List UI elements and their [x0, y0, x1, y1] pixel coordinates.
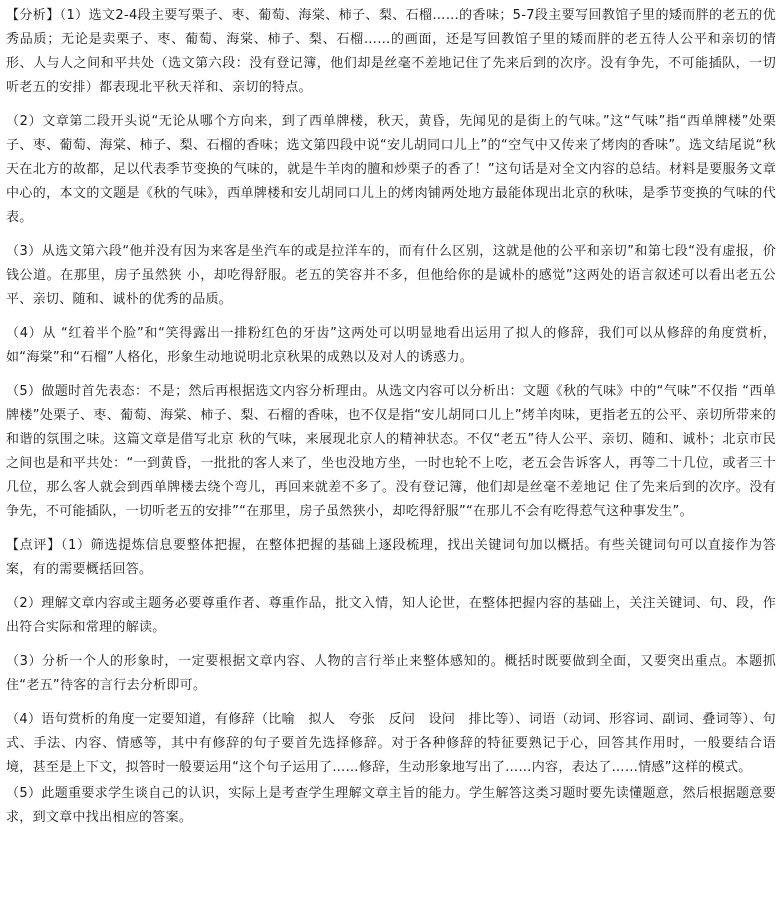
review-paragraph-5: （5）此题重要求学生谈自己的认识，实际上是考查学生理解文章主旨的能力。学生解答这类习题时要先读懂题意，然后根据题意要求，到文章中找出相应的答案。	[6, 786, 776, 825]
analysis-paragraph-2: （2）文章第二段开头说“无论从哪个方向来，到了西单牌楼，秋天，黄昏，先闻见的是街上的气味。”这“气味”指“西单牌楼”处栗子、枣、葡萄、海棠、柿子、梨、石榴的香味；选文第四段中说“安儿胡同口儿上”的“空气中又传来了烤肉的香味”。选文结尾说“秋天在北方的故都，足以代表季节变换的气味的，就是牛羊肉的膻和炒栗子的香了！”这句话是对全文内容的总结。材料是要服务文章中心的，本文的文题是《秋的气味》，西单牌楼和安儿胡同口儿上的烤肉铺两处地方最能体现出北京的秋味，是季节变换的气味的代表。	[6, 114, 776, 225]
analysis-paragraph-1: 【分析】（1）选文2-4段主要写栗子、枣、葡萄、海棠、柿子、梨、石榴……的香味；5-7段主要写回教馆子里的矮而胖的老五的优秀品质；无论是卖栗子、枣、葡萄、海棠、柿子、梨、石榴……的画面，还是写回教馆子里的矮而胖的老五待人公平和亲切的情形、人与人之间和平共处（选文第六段：没有登记簿，他们却是丝毫不差地记住了先来后到的次序。没有争先，不可能插队，一切听老五的安排）都表现北平秋天祥和、亲切的特点。	[6, 8, 776, 95]
review-paragraph-1: 【点评】（1）筛选提炼信息要整体把握，在整体把握的基础上逐段梳理，找出关键词句加以概括。有些关键词句可以直接作为答案，有的需要概括回答。	[6, 538, 776, 577]
review-paragraph-2: （2）理解文章内容或主题务必要尊重作者、尊重作品，批文入情，知人论世，在整体把握内容的基础上，关注关键词、句、段，作出符合实际和常理的解读。	[6, 596, 776, 635]
review-paragraph-4: （4）语句赏析的角度一定要知道，有修辞（比喻 拟人 夸张 反问 设问 排比等）、词语（动词、形容词、副词、叠词等）、句式、手法、内容、情感等，其中有修辞的句子要首先选择修辞。对于各种修辞的特征要熟记于心，回答其作用时，一般要结合语境，甚至是上下文，拟答时一般要运用“这个句子运用了……修辞，生动形象地写出了……内容，表达了……情感”这样的模式。	[6, 712, 776, 775]
review-paragraph-3: （3）分析一个人的形象时，一定要根据文章内容、人物的言行举止来整体感知的。概括时既要做到全面，又要突出重点。本题抓住“老五”待客的言行去分析即可。	[6, 654, 776, 693]
analysis-paragraph-3: （3）从选文第六段“他并没有因为来客是坐汽车的或是拉洋车的，而有什么区别，这就是他的公平和亲切”和第七段“没有虚报，价钱公道。在那里，房子虽然狭 小，却吃得舒服。老五的笑容并不多，但他给你的是诚朴的感觉”这两处的语言叙述可以看出老五公平、亲切、随和、诚朴的优秀的品质。	[6, 244, 776, 307]
analysis-paragraph-5: （5）做题时首先表态：不是；然后再根据选文内容分析理由。从选文内容可以分析出：文题《秋的气味》中的“气味”不仅指 “西单牌楼”处栗子、枣、葡萄、海棠、柿子、梨、石榴的香味，也不仅是指“安儿胡同口儿上”烤羊肉味，更指老五的公平、亲切所带来的和谐的氛围之味。这篇文章是借写北京 秋的气味，来展现北京人的精神状态。不仅“老五”待人公平、亲切、随和、诚朴；北京市民之间也是和平共处：“一到黄昏，一批批的客人来了，坐也没地方坐，一时也轮不上吃，老五会告诉客人，再等二十几位，或者三十几位，那么客人就会到西单牌楼去绕个弯儿，再回来就差不多了。没有登记簿，他们却是丝毫不差地记 住了先来后到的次序。没有争先，不可能插队，一切听老五的安排”“在那里，房子虽然狭小，却吃得舒服”“在那儿不会有吃得惹气这种事发生”。	[6, 384, 776, 519]
analysis-paragraph-4: （4）从 “红着半个脸”和“笑得露出一排粉红色的牙齿”这两处可以明显地看出运用了拟人的修辞，我们可以从修辞的角度赏析，如“海棠”和“石榴”人格化，形象生动地说明北京秋果的成熟以及对人的诱惑力。	[6, 326, 776, 365]
